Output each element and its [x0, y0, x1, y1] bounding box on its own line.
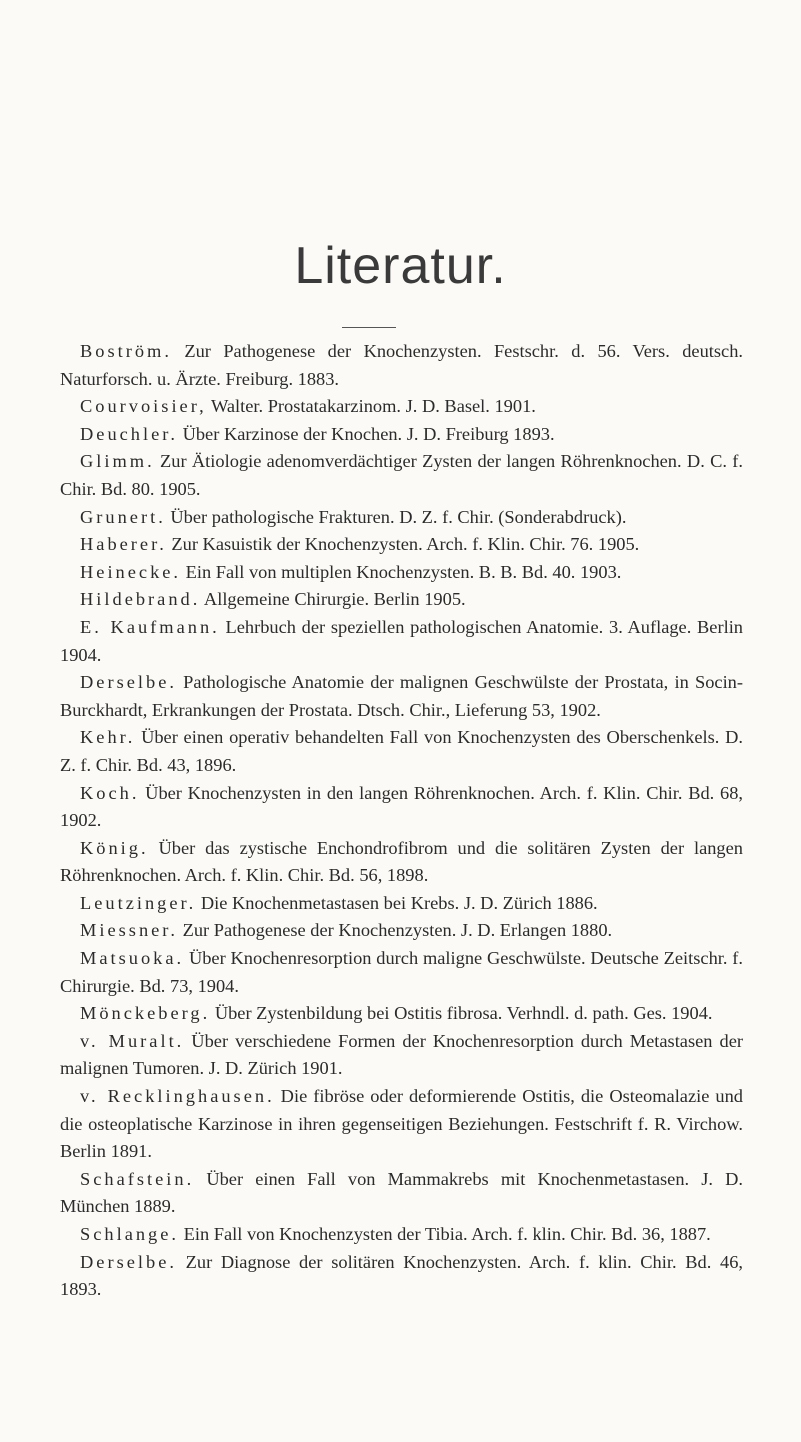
bibliography-entry	[60, 780, 743, 835]
bibliography-entry	[60, 1221, 743, 1249]
title-divider	[342, 327, 396, 328]
entry-author: Matsuoka.	[80, 948, 185, 969]
bibliography-entry	[60, 421, 743, 449]
entry-author: v. Muralt.	[80, 1030, 185, 1051]
entry-text: Allgemeine Chirurgie. Berlin 1905.	[200, 589, 466, 610]
entry-text: Über einen Fall von Mammakrebs mit Knochenmetastasen. J. D. München 1889.	[60, 1168, 743, 1217]
entry-author: Miessner.	[80, 920, 179, 941]
entry-author: Grunert.	[80, 506, 166, 527]
entry-text: Walter. Prostatakarzinom. J. D. Basel. 1901.	[206, 396, 536, 417]
page-title: Literatur.	[294, 237, 507, 295]
entry-author: Koch.	[80, 782, 140, 803]
bibliography-entry	[60, 1249, 743, 1304]
entry-text: Ein Fall von multiplen Knochenzysten. B. B. Bd. 40. 1903.	[181, 561, 622, 582]
bibliography-entry	[60, 448, 743, 503]
entry-text: Zur Ätiologie adenomverdächtiger Zysten der langen Röhrenknochen. D. C. f. Chir. Bd. 80. 1905.	[60, 451, 743, 499]
bibliography-entry	[60, 917, 743, 945]
bibliography-entry	[60, 1028, 743, 1083]
entry-text: Über Knochenresorption durch maligne Geschwülste. Deutsche Zeitschr. f. Chirurgie. Bd. 73, 1904.	[60, 948, 743, 996]
entry-text: Über Karzinose der Knochen. J. D. Freiburg 1893.	[177, 423, 555, 444]
entry-author: Glimm.	[80, 451, 155, 472]
entry-author: Derselbe.	[80, 1251, 177, 1272]
entry-text: Zur Pathogenese der Knochenzysten. J. D. Erlangen 1880.	[178, 920, 613, 941]
entry-author: v. Recklinghausen.	[80, 1086, 275, 1107]
entry-author: E. Kaufmann.	[80, 616, 220, 637]
entry-text: Zur Diagnose der solitären Knochenzysten. Arch. f. klin. Chir. Bd. 46, 1893.	[60, 1251, 743, 1300]
bibliography-entry	[60, 559, 743, 587]
entry-author: Hildebrand.	[80, 589, 201, 610]
entry-author: Haberer.	[80, 534, 167, 555]
entry-author: Leutzinger.	[80, 892, 197, 913]
bibliography-list	[60, 338, 743, 1304]
bibliography-entry	[60, 835, 743, 890]
bibliography-entry	[60, 1166, 743, 1221]
bibliography-entry	[60, 531, 743, 559]
bibliography-entry	[60, 1000, 743, 1028]
bibliography-entry	[60, 586, 743, 614]
entry-text: Zur Kasuistik der Knochenzysten. Arch. f. Klin. Chir. 76. 1905.	[166, 534, 640, 555]
entry-text: Über Zystenbildung bei Ostitis fibrosa. Verhndl. d. path. Ges. 1904.	[210, 1003, 713, 1024]
entry-author: Deuchler.	[80, 423, 178, 444]
entry-text: Über das zystische Enchondrofibrom und die solitären Zysten der langen Röhrenknochen. Arch. f. Klin. Chir. Bd. 56, 1898.	[60, 837, 743, 886]
entry-author: Schlange.	[80, 1224, 180, 1244]
entry-author: Schafstein.	[80, 1168, 195, 1189]
bibliography-entry	[60, 393, 743, 421]
entry-text: Ein Fall von Knochenzysten der Tibia. Arch. f. klin. Chir. Bd. 36, 1887.	[179, 1224, 711, 1244]
entry-text: Über verschiedene Formen der Knochenresorption durch Metastasen der malignen Tumoren. J. D. Zürich 1901.	[60, 1030, 743, 1079]
entry-text: Lehrbuch der speziellen pathologischen Anatomie. 3. Auflage. Berlin 1904.	[60, 616, 743, 665]
entry-text: Über pathologische Frakturen. D. Z. f. Chir. (Sonderabdruck).	[165, 506, 627, 527]
entry-author: Boström.	[80, 341, 172, 361]
bibliography-entry	[60, 1083, 743, 1166]
bibliography-entry	[60, 614, 743, 669]
entry-author: Mönckeberg.	[80, 1003, 211, 1024]
entry-author: Kehr.	[80, 727, 136, 748]
entry-text: Die fibröse oder deformierende Ostitis, die Osteomalazie und die osteoplatische Karzinose in ihren gegenseitigen Beziehungen. Festschrift f. R. Virchow. Berlin 1891.	[60, 1086, 743, 1162]
bibliography-entry	[60, 504, 743, 532]
bibliography-entry	[60, 945, 743, 1000]
entry-author: Courvoisier,	[80, 396, 207, 417]
bibliography-entry	[60, 338, 743, 393]
entry-text: Die Knochenmetastasen bei Krebs. J. D. Zürich 1886.	[196, 892, 598, 913]
bibliography-entry	[60, 669, 743, 724]
entry-author: Derselbe.	[80, 672, 177, 693]
bibliography-entry	[60, 890, 743, 918]
entry-text: Über Knochenzysten in den langen Röhrenknochen. Arch. f. Klin. Chir. Bd. 68, 1902.	[60, 782, 743, 831]
entry-text: Zur Pathogenese der Knochenzysten. Festschr. d. 56. Vers. deutsch. Naturforsch. u. Ärzte. Freiburg. 1883.	[60, 341, 743, 389]
bibliography-entry	[60, 724, 743, 779]
entry-author: König.	[80, 837, 149, 858]
entry-text: Über einen operativ behandelten Fall von Knochenzysten des Oberschenkels. D. Z. f. Chir. Bd. 43, 1896.	[60, 727, 743, 775]
entry-author: Heinecke.	[80, 561, 182, 582]
entry-text: Pathologische Anatomie der malignen Geschwülste der Prostata, in Socin-Burckhardt, Erkrankungen der Prostata. Dtsch. Chir., Lieferung 53, 1902.	[60, 672, 743, 720]
